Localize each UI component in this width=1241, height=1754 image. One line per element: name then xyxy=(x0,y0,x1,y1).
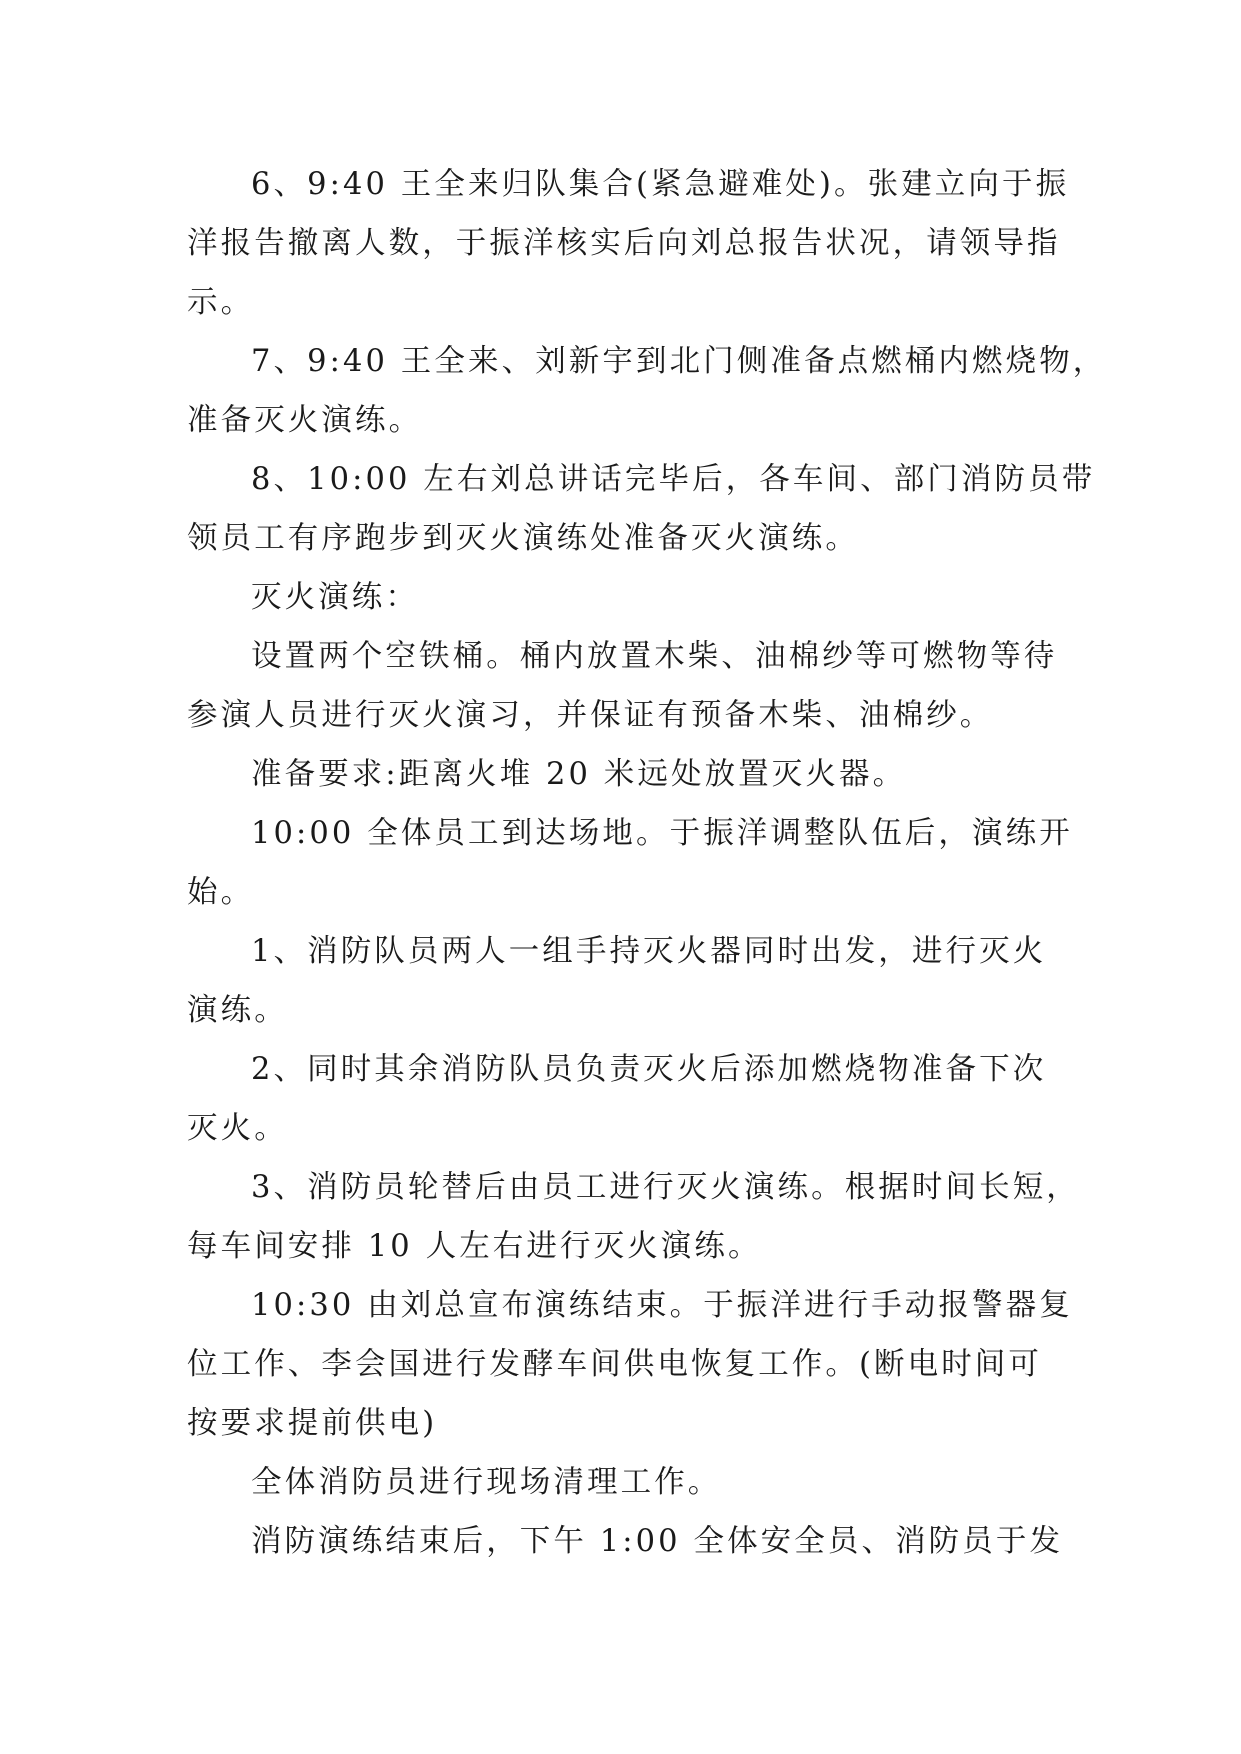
text-line: 演练。 xyxy=(187,993,288,1028)
text-line: 位工作、李会国进行发酵车间供电恢复工作。(断电时间可 xyxy=(187,1347,1042,1382)
text-line: 设置两个空铁桶。桶内放置木柴、油棉纱等可燃物等待 xyxy=(251,639,1058,674)
text-line: 洋报告撤离人数，于振洋核实后向刘总报告状况，请领导指 xyxy=(187,226,1061,261)
text-line: 3、消防员轮替后由员工进行灭火演练。根据时间长短， xyxy=(251,1170,1080,1205)
paragraph-8 xyxy=(187,450,1096,568)
paragraph-step-1 xyxy=(187,922,1072,1040)
paragraph-cleanup xyxy=(187,1453,1072,1512)
paragraph-start xyxy=(187,804,1072,922)
document-body xyxy=(187,155,1107,1571)
text-line: 10:00 全体员工到达场地。于振洋调整队伍后，演练开 xyxy=(251,816,1073,851)
text-line: 参演人员进行灭火演习，并保证有预备木柴、油棉纱。 xyxy=(187,698,994,733)
paragraph-end xyxy=(187,1276,1072,1453)
text-line: 每车间安排 10 人左右进行灭火演练。 xyxy=(187,1229,762,1264)
text-line: 全体消防员进行现场清理工作。 xyxy=(251,1465,722,1500)
text-line: 始。 xyxy=(187,875,255,910)
text-line: 按要求提前供电) xyxy=(187,1406,438,1441)
paragraph-step-2 xyxy=(187,1040,1072,1158)
text-line: 1、消防队员两人一组手持灭火器同时出发，进行灭火 xyxy=(251,934,1047,969)
text-line: 2、同时其余消防队员负责灭火后添加燃烧物准备下次 xyxy=(251,1052,1047,1087)
paragraph-6 xyxy=(187,155,1072,332)
text-line: 示。 xyxy=(187,285,255,320)
text-line: 准备灭火演练。 xyxy=(187,403,423,438)
text-line: 领员工有序跑步到灭火演练处准备灭火演练。 xyxy=(187,521,859,556)
paragraph-7 xyxy=(187,332,1107,450)
text-line: 6、9:40 王全来归队集合(紧急避难处)。张建立向于振 xyxy=(251,167,1070,202)
text-line: 准备要求:距离火堆 20 米远处放置灭火器。 xyxy=(251,757,907,792)
paragraph-requirements xyxy=(187,745,1072,804)
text-line: 灭火演练： xyxy=(251,580,419,615)
paragraph-afternoon xyxy=(187,1512,1072,1571)
text-line: 灭火。 xyxy=(187,1111,288,1146)
paragraph-step-3 xyxy=(187,1158,1080,1276)
section-heading-fire-drill xyxy=(187,568,1072,627)
text-line: 消防演练结束后，下午 1:00 全体安全员、消防员于发 xyxy=(251,1524,1064,1559)
paragraph-setup xyxy=(187,627,1072,745)
text-line: 7、9:40 王全来、刘新宇到北门侧准备点燃桶内燃烧物， xyxy=(251,344,1107,379)
text-line: 8、10:00 左右刘总讲话完毕后，各车间、部门消防员带 xyxy=(251,462,1096,497)
text-line: 10:30 由刘总宣布演练结束。于振洋进行手动报警器复 xyxy=(251,1288,1073,1323)
